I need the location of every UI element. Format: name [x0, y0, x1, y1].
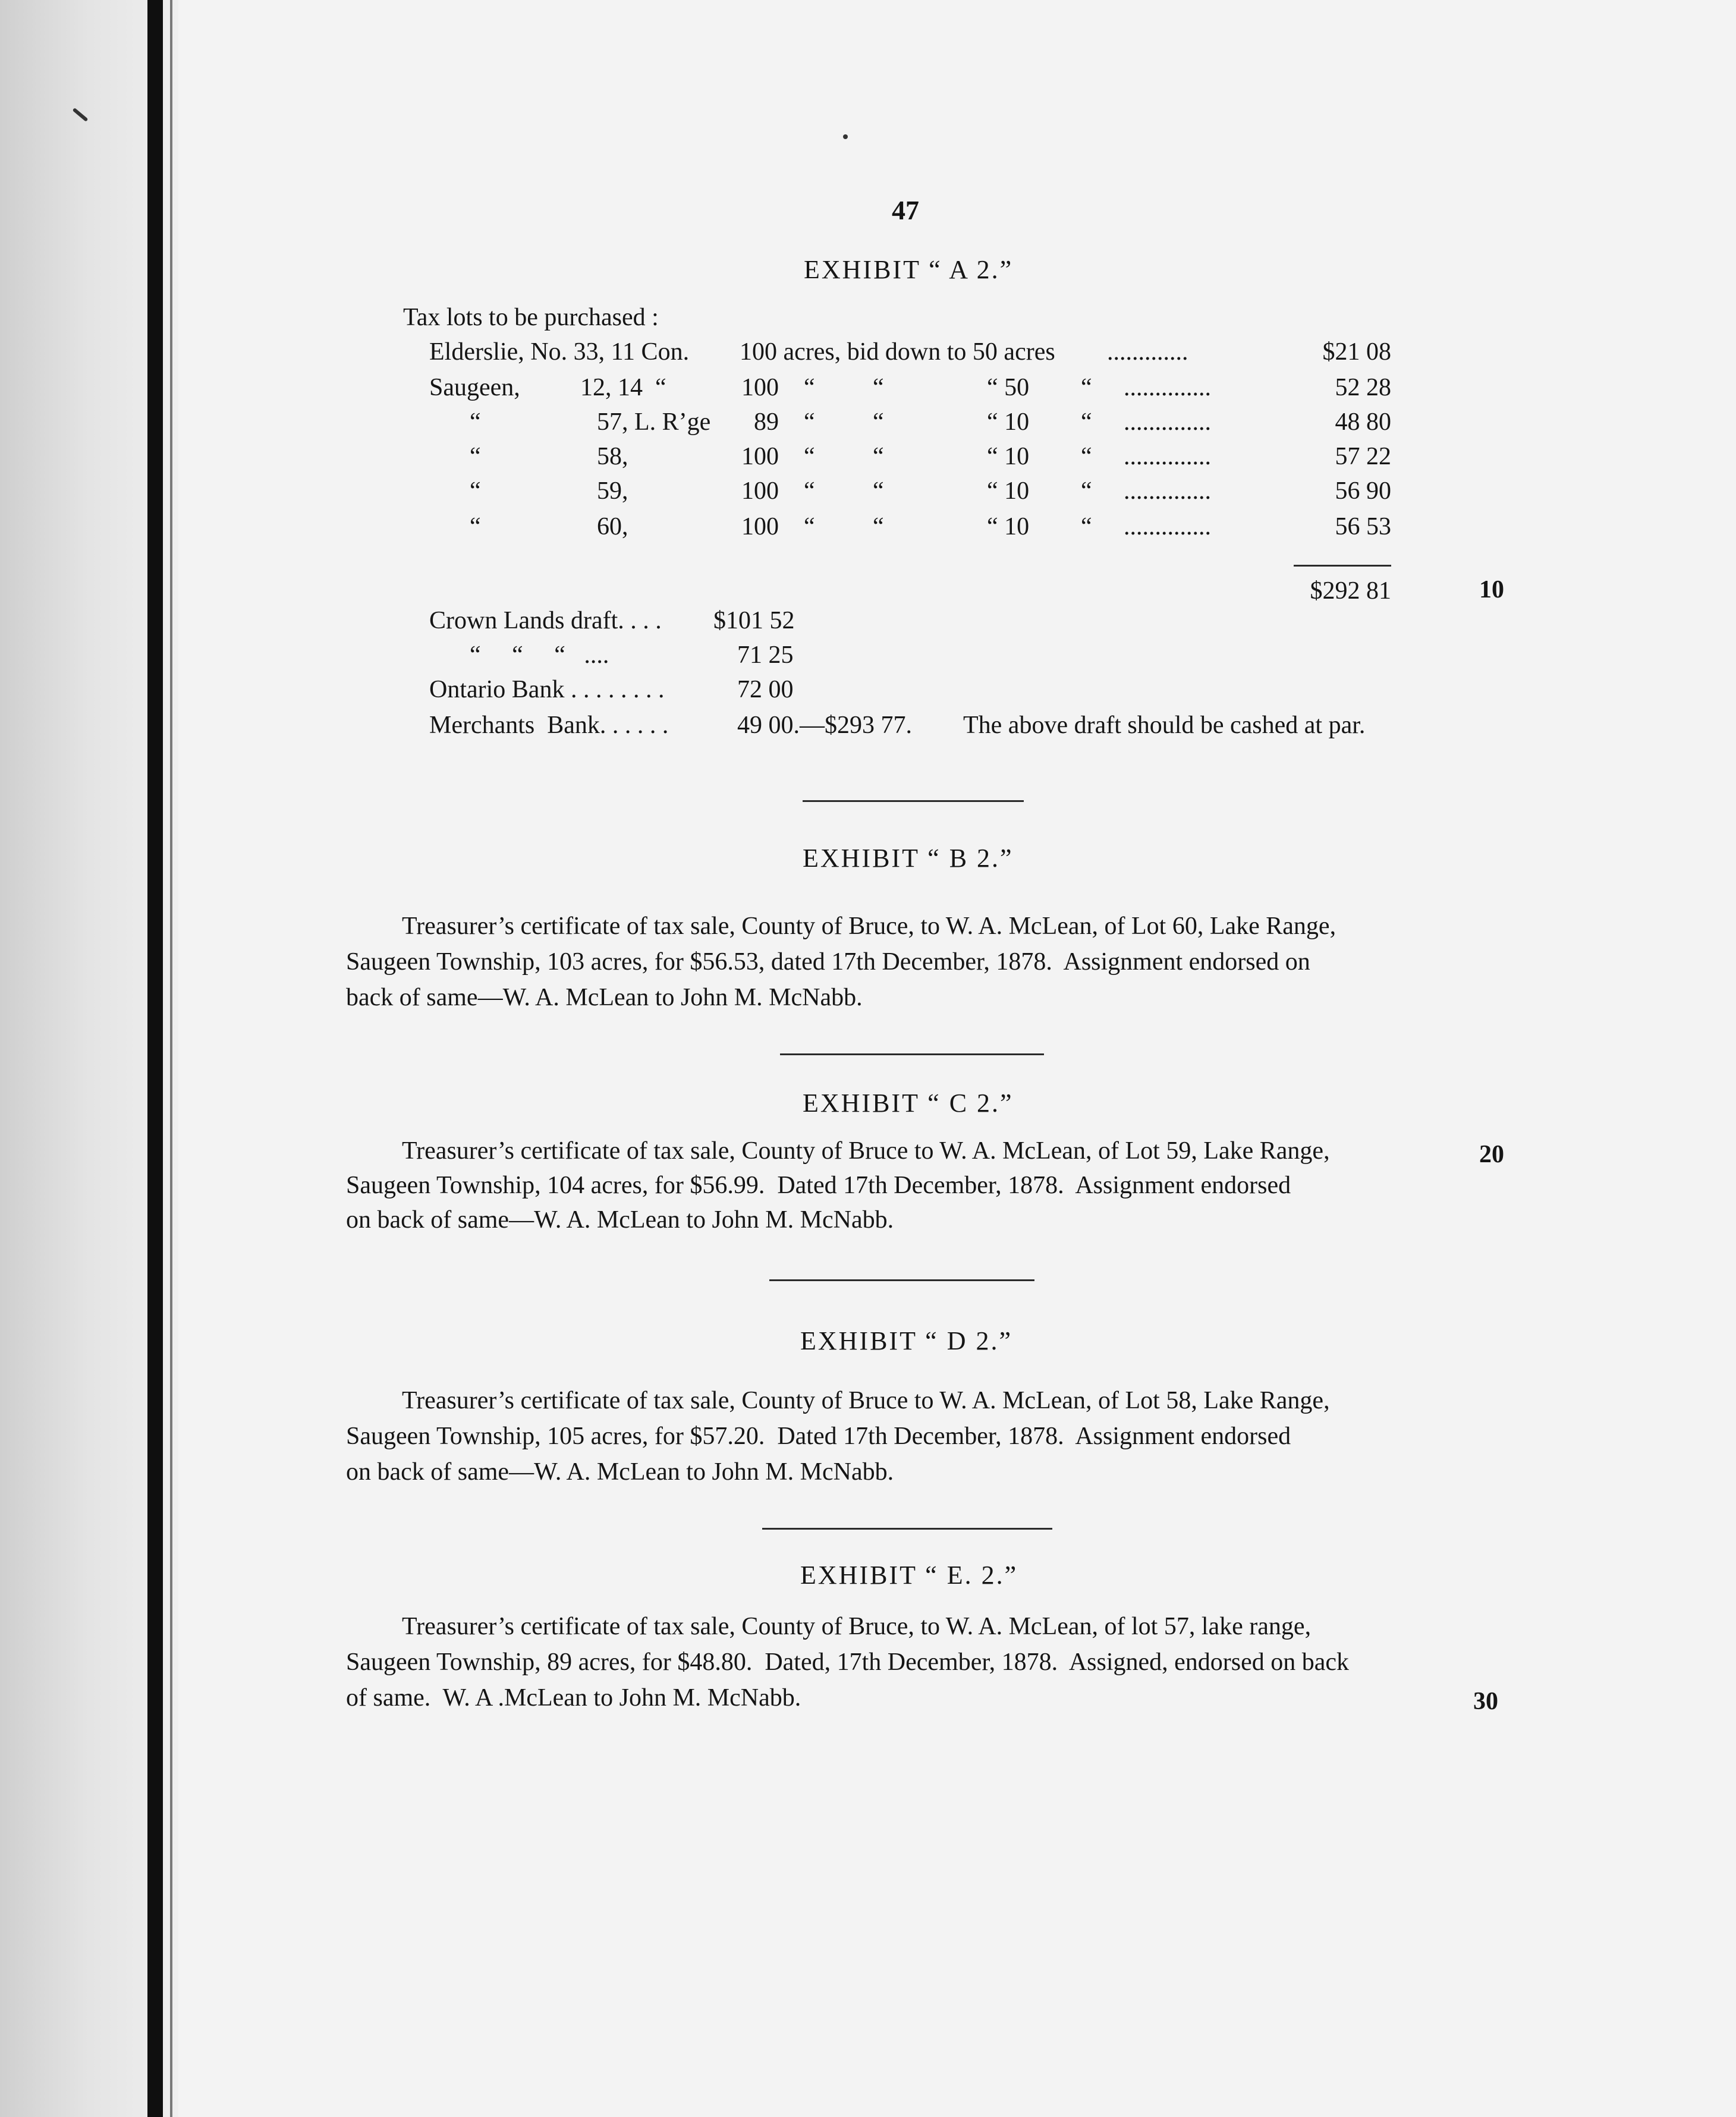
section-divider	[780, 1053, 1044, 1055]
exhibit-e-text: Saugeen Township, 89 acres, for $48.80. Dated, 17th December, 1878. Assigned, endorsed on back	[346, 1649, 1350, 1676]
sum-rule	[1294, 565, 1391, 567]
draft-amount: 71 25	[737, 641, 794, 669]
tax-lot-lot: 59,	[597, 477, 628, 505]
tax-lot-place: Elderslie, No. 33, 11 Con.	[429, 338, 690, 366]
ditto-mark: “	[804, 513, 815, 540]
page-number: 47	[892, 195, 919, 225]
exhibit-d-title: EXHIBIT “ D 2.”	[800, 1326, 1012, 1355]
section-divider	[769, 1279, 1034, 1281]
tax-lot-leader: .............	[1107, 338, 1188, 366]
margin-line-number: 20	[1479, 1141, 1504, 1168]
tax-lot-leader: ..............	[1124, 408, 1211, 436]
tax-lot-amount: 52 28	[1335, 374, 1391, 401]
tax-lot-acres: 100	[741, 477, 779, 505]
tax-lot-lot: 58,	[597, 443, 628, 470]
ditto-mark: “	[1081, 443, 1092, 470]
draft-label: Ontario Bank . . . . . . . .	[429, 676, 665, 703]
tax-lot-bid: “ 10	[987, 477, 1030, 505]
exhibit-e-title: EXHIBIT “ E. 2.”	[800, 1561, 1018, 1590]
tax-lot-amount: 48 80	[1335, 408, 1391, 436]
draft-amount: $101 52	[713, 607, 795, 634]
ditto-mark: “	[804, 374, 815, 401]
tax-lot-lot: 57, L. R’ge	[597, 408, 711, 436]
binding-edge-inner	[170, 0, 172, 2117]
exhibit-c-text: Treasurer’s certificate of tax sale, County of Bruce to W. A. McLean, of Lot 59, Lake Range,	[402, 1137, 1330, 1165]
tax-lot-amount: 56 90	[1335, 477, 1391, 505]
exhibit-d-text: on back of same—W. A. McLean to John M. McNabb.	[346, 1458, 894, 1486]
tax-lot-leader: ..............	[1124, 374, 1211, 401]
tax-lot-place: Saugeen,	[429, 374, 520, 401]
ditto-mark: “	[804, 408, 815, 436]
tax-lot-lot: 60,	[597, 513, 628, 540]
tax-lot-leader: ..............	[1124, 513, 1211, 540]
ditto-mark: “	[804, 477, 815, 505]
ditto-mark: “	[1081, 374, 1092, 401]
margin-line-number: 30	[1473, 1688, 1498, 1715]
draft-label: Merchants Bank. . . . . .	[429, 712, 669, 739]
tax-lot-bid: “ 10	[987, 408, 1030, 436]
exhibit-e-text: Treasurer’s certificate of tax sale, County of Bruce, to W. A. McLean, of lot 57, lake range,	[402, 1613, 1312, 1640]
exhibit-b-text: Treasurer’s certificate of tax sale, County of Bruce, to W. A. McLean, of Lot 60, Lake Range,	[402, 913, 1336, 940]
margin-line-number: 10	[1479, 576, 1504, 603]
draft-amount: 49 00.—$293 77.	[737, 712, 912, 739]
ditto-mark: “	[873, 477, 884, 505]
exhibit-e-text: of same. W. A .McLean to John M. McNabb.	[346, 1684, 801, 1712]
tax-lot-bid: “ 10	[987, 443, 1030, 470]
tax-lot-leader: ..............	[1124, 477, 1211, 505]
tax-lot-leader: ..............	[1124, 443, 1211, 470]
exhibit-a-intro: Tax lots to be purchased :	[403, 304, 659, 331]
exhibit-d-text: Treasurer’s certificate of tax sale, County of Bruce to W. A. McLean, of Lot 58, Lake Range,	[402, 1387, 1330, 1414]
ditto-mark: “	[1081, 408, 1092, 436]
exhibit-b-title: EXHIBIT “ B 2.”	[803, 844, 1014, 873]
ditto-mark: “	[1081, 513, 1092, 540]
exhibit-c-title: EXHIBIT “ C 2.”	[803, 1089, 1014, 1118]
tax-lot-place: “	[470, 408, 481, 436]
tax-lot-acres: 100	[741, 374, 779, 401]
scan-speck	[843, 134, 848, 139]
exhibit-b-text: back of same—W. A. McLean to John M. McNabb.	[346, 984, 863, 1011]
ditto-mark: “	[1081, 477, 1092, 505]
tax-lot-bid: “ 10	[987, 513, 1030, 540]
ditto-mark: “	[873, 443, 884, 470]
exhibit-b-text: Saugeen Township, 103 acres, for $56.53, dated 17th December, 1878. Assignment endorsed on	[346, 948, 1310, 976]
section-divider	[803, 800, 1024, 802]
tax-lot-amount: $21 08	[1322, 338, 1391, 366]
exhibit-d-text: Saugeen Township, 105 acres, for $57.20. Dated 17th December, 1878. Assignment endorsed	[346, 1423, 1291, 1450]
tax-lot-acres: 89	[754, 408, 779, 436]
tax-lot-amount: 56 53	[1335, 513, 1391, 540]
tax-lot-acres: 100 acres, bid down to 50 acres	[740, 338, 1055, 366]
draft-label: Crown Lands draft. . . .	[429, 607, 662, 634]
draft-amount: 72 00	[737, 676, 794, 703]
exhibit-c-text: Saugeen Township, 104 acres, for $56.99. Dated 17th December, 1878. Assignment endorsed	[346, 1172, 1291, 1199]
ditto-mark: “	[804, 443, 815, 470]
exhibit-a-title: EXHIBIT “ A 2.”	[804, 255, 1014, 284]
tax-lot-acres: 100	[741, 443, 779, 470]
binding-edge	[147, 0, 163, 2117]
exhibit-c-text: on back of same—W. A. McLean to John M. McNabb.	[346, 1206, 894, 1234]
ditto-mark: “	[873, 374, 884, 401]
tax-lots-total: $292 81	[1310, 577, 1391, 605]
tax-lot-bid: “ 50	[987, 374, 1030, 401]
ditto-mark: “	[873, 408, 884, 436]
tax-lot-acres: 100	[741, 513, 779, 540]
tax-lot-amount: 57 22	[1335, 443, 1391, 470]
ditto-mark: “	[873, 513, 884, 540]
draft-label: “ “ “ ....	[470, 641, 609, 669]
tax-lot-place: “	[470, 443, 481, 470]
section-divider	[762, 1528, 1052, 1530]
tax-lot-place: “	[470, 477, 481, 505]
draft-note: The above draft should be cashed at par.	[963, 712, 1366, 739]
tax-lot-lot: 12, 14 “	[580, 374, 666, 401]
tax-lot-place: “	[470, 513, 481, 540]
